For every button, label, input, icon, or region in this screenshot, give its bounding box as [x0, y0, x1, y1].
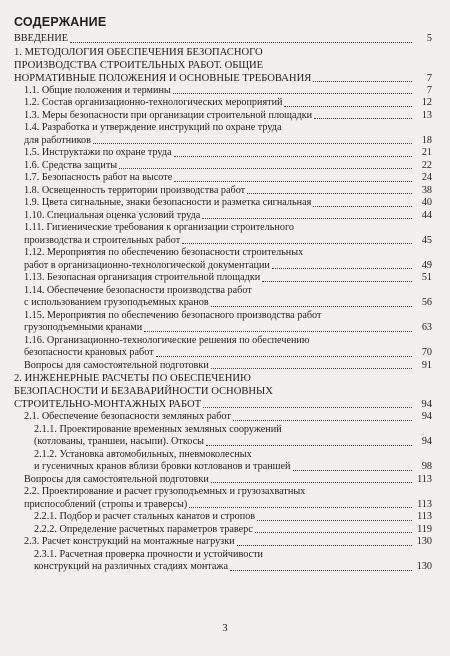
dot-leader	[174, 181, 412, 182]
toc-page-number: 45	[421, 234, 432, 246]
toc-entry-text: 2.1. Обеспечение безопасности земляных работ	[24, 411, 231, 422]
toc-entry	[14, 85, 432, 98]
toc-entry	[14, 411, 432, 424]
dot-leader	[284, 106, 412, 107]
toc-entry-text: 1.14. Обеспечение безопасности производства работ	[24, 284, 252, 296]
toc-page-number: 98	[421, 461, 432, 472]
toc-entry	[14, 33, 432, 46]
toc-page-number: 113	[417, 498, 432, 510]
dot-leader	[119, 168, 412, 169]
dot-leader	[211, 368, 412, 369]
toc-entry	[14, 210, 432, 223]
dot-leader	[144, 331, 412, 332]
toc-entry-text: 2. ИНЖЕНЕРНЫЕ РАСЧЕТЫ ПО ОБЕСПЕЧЕНИЮ	[14, 373, 251, 384]
toc-entry	[14, 449, 432, 474]
toc-entry-text: безопасности крановых работ	[24, 347, 154, 358]
dot-leader	[230, 570, 412, 571]
toc-entry-text: 1.16. Организационно-технологические решения по обеспечению	[24, 334, 310, 346]
toc-page-number: 22	[421, 159, 432, 171]
toc-page-number: 7	[426, 72, 432, 84]
dot-leader	[313, 206, 412, 207]
toc-entry	[14, 197, 432, 210]
toc-entry	[14, 160, 432, 173]
toc-entry-text: 1.4. Разработка и утверждение инструкций по охране труда	[24, 122, 282, 133]
toc-entry-text: приспособлений (стропы и траверсы)	[24, 498, 188, 510]
toc-entry	[14, 46, 432, 85]
toc-entry-text: 2.3. Расчет конструкций на монтажные нагрузки	[24, 536, 235, 547]
toc-entry-text: 2.2.2. Определение расчетных параметров траверс	[34, 523, 253, 535]
dot-leader	[313, 81, 412, 82]
toc-page-number: 44	[421, 209, 432, 221]
toc-entry-text: ПРОИЗВОДСТВА СТРОИТЕЛЬНЫХ РАБОТ. ОБЩИЕ	[14, 59, 264, 71]
table-of-contents	[14, 33, 432, 574]
toc-entry	[14, 122, 432, 147]
toc-entry-text: Вопросы для самостоятельной подготовки	[24, 473, 209, 485]
dot-leader	[211, 482, 412, 483]
toc-entry-text: грузоподъемными кранами	[24, 322, 143, 333]
toc-entry-text: 2.3.1. Расчетная проверка прочности и устойчивости	[34, 548, 263, 560]
dot-leader	[203, 407, 412, 408]
toc-entry-text: 1.12. Мероприятия по обеспечению безопасности строительных	[24, 247, 304, 258]
dot-leader	[174, 156, 412, 157]
toc-page-number: 51	[421, 272, 432, 283]
toc-entry-text: СТРОИТЕЛЬНО-МОНТАЖНЫХ РАБОТ	[14, 399, 202, 410]
toc-page-number: 70	[421, 347, 432, 358]
toc-entry-text: 2.2. Проектирование и расчет грузоподъемных и грузозахватных	[24, 486, 306, 497]
page-number: 3	[222, 623, 228, 634]
toc-entry-text: ВВЕДЕНИЕ	[14, 33, 68, 44]
toc-entry	[14, 424, 432, 449]
toc-entry-text: 1.2. Состав организационно-технологических мероприятий	[24, 97, 283, 108]
toc-entry-text: НОРМАТИВНЫЕ ПОЛОЖЕНИЯ И ОСНОВНЫЕ ТРЕБОВАНИЯ	[14, 72, 312, 84]
toc-entry-text: 1.6. Средства защиты	[24, 159, 118, 171]
toc-page-number: 38	[421, 184, 432, 196]
toc-page-number: 94	[421, 399, 432, 410]
toc-entry-text: 2.2.1. Подбор и расчет стальных канатов и стропов	[34, 511, 256, 522]
toc-entry-text: Вопросы для самостоятельной подготовки	[24, 359, 209, 371]
toc-entry-text: 1.5. Инструктажи по охране труда	[24, 147, 172, 158]
toc-entry-text: 1.10. Специальная оценка условий труда	[24, 209, 201, 221]
toc-entry-text: 2.1.1. Проектирование временных земляных сооружений	[34, 423, 282, 435]
dot-leader	[189, 507, 412, 508]
toc-page-number: 18	[421, 134, 432, 146]
dot-leader	[262, 281, 412, 282]
toc-page-number: 5	[426, 33, 432, 44]
toc-entry	[14, 285, 432, 310]
dot-leader	[257, 520, 412, 521]
toc-page-number: 24	[421, 172, 432, 183]
toc-page-number: 130	[416, 561, 432, 572]
toc-page-number: 91	[421, 359, 432, 371]
toc-page-number: 119	[417, 523, 432, 535]
toc-entry	[14, 335, 432, 360]
toc-entry	[14, 511, 432, 524]
toc-entry	[14, 549, 432, 574]
toc-entry-text: для работников	[24, 134, 91, 146]
toc-page-number: 63	[421, 322, 432, 333]
toc-entry-text: 2.1.2. Установка автомобильных, пневмоколесных	[34, 448, 252, 460]
toc-page-number: 113	[417, 511, 432, 522]
toc-page-number: 13	[421, 109, 432, 121]
toc-entry	[14, 360, 432, 373]
toc-entry-text: 1.9. Цвета сигнальные, знаки безопасности и разметка сигнальная	[24, 197, 312, 208]
toc-entry	[14, 185, 432, 198]
toc-page-number: 94	[421, 411, 432, 422]
dot-leader	[272, 268, 412, 269]
dot-leader	[211, 306, 412, 307]
toc-page-number: 113	[417, 473, 432, 485]
dot-leader	[202, 218, 412, 219]
toc-entry	[14, 247, 432, 272]
toc-entry	[14, 147, 432, 160]
dot-leader	[293, 470, 413, 471]
toc-entry	[14, 372, 432, 411]
dot-leader	[93, 143, 412, 144]
dot-leader	[314, 118, 412, 119]
toc-entry	[14, 524, 432, 537]
toc-page-number: 21	[421, 147, 432, 158]
toc-entry	[14, 486, 432, 511]
toc-entry-text: с использованием грузоподъемных кранов	[24, 297, 209, 308]
dot-leader	[247, 193, 412, 194]
toc-entry-text: работ в организационно-технологической документации	[24, 259, 270, 271]
toc-entry-text: 1. МЕТОДОЛОГИЯ ОБЕСПЕЧЕНИЯ БЕЗОПАСНОГО	[14, 46, 263, 58]
dot-leader	[206, 445, 412, 446]
toc-page-number: 56	[421, 297, 432, 308]
toc-page-number: 40	[421, 197, 432, 208]
toc-entry-text: конструкций на различных стадиях монтажа	[34, 561, 228, 572]
toc-page-number: 130	[416, 536, 432, 547]
dot-leader	[70, 42, 412, 43]
toc-entry-text: 1.11. Гигиенические требования к организации строительного	[24, 222, 294, 233]
toc-entry-text: 1.13. Безопасная организация строительной площадки	[24, 272, 261, 283]
dot-leader	[173, 93, 412, 94]
toc-page-number: 94	[421, 436, 432, 447]
toc-entry	[14, 272, 432, 285]
toc-entry-text: 1.8. Освещенность территории производства работ	[24, 184, 246, 196]
dot-leader	[255, 532, 412, 533]
toc-entry-text: 1.15. Мероприятия по обеспечению безопасного производства работ	[24, 309, 322, 321]
dot-leader	[237, 545, 412, 546]
dot-leader	[233, 420, 412, 421]
dot-leader	[182, 243, 412, 244]
toc-entry	[14, 97, 432, 110]
toc-entry	[14, 110, 432, 123]
toc-entry	[14, 474, 432, 487]
toc-entry-text: 1.1. Общие положения и термины	[24, 84, 171, 96]
toc-entry	[14, 172, 432, 185]
toc-entry-text: 1.7. Безопасность работ на высоте	[24, 172, 173, 183]
toc-page-number: 49	[421, 259, 432, 271]
toc-entry-text: и гусеничных кранов вблизи бровки котлованов и траншей	[34, 461, 291, 472]
page-title: СОДЕРЖАНИЕ	[14, 15, 107, 29]
toc-entry-text: 1.3. Меры безопасности при организации строительной площадки	[24, 109, 313, 121]
dot-leader	[156, 356, 412, 357]
toc-entry-text: БЕЗОПАСНОСТИ И БЕЗАВАРИЙНОСТИ ОСНОВНЫХ	[14, 386, 273, 397]
toc-page-number: 7	[426, 84, 432, 96]
toc-entry-text: производства и строительных работ	[24, 234, 181, 246]
toc-page-number: 12	[421, 97, 432, 108]
toc-entry	[14, 222, 432, 247]
toc-entry-text: (котлованы, траншеи, насыпи). Откосы	[34, 436, 204, 447]
toc-entry	[14, 310, 432, 335]
toc-entry	[14, 536, 432, 549]
